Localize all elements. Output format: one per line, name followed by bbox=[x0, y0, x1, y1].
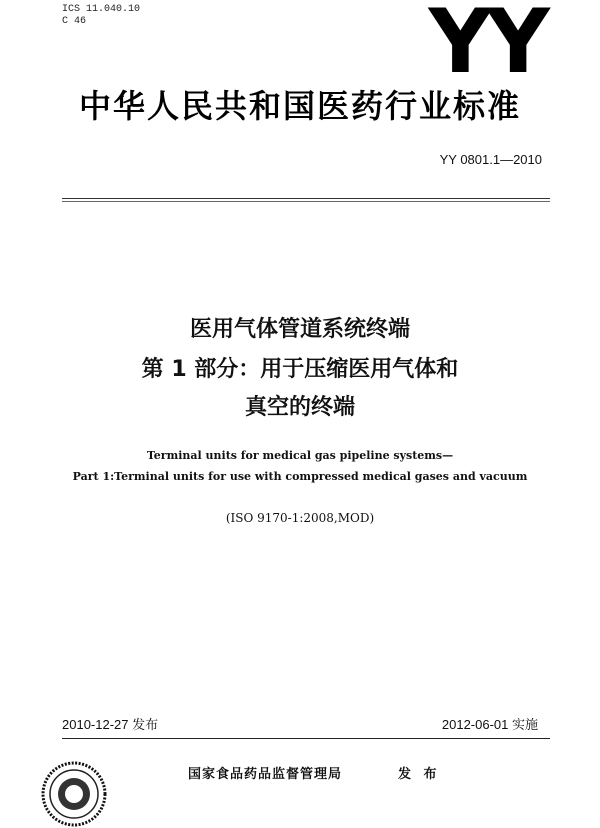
ics-code: ICS 11.040.10 bbox=[62, 4, 141, 15]
english-title-line-2: Part 1:Terminal units for use with compressed medical gases and vacuum bbox=[72, 470, 528, 483]
publisher-name: 国家食品药品监督管理局 bbox=[188, 767, 343, 782]
chinese-title-line-2: 第 1 部分：用于压缩医用气体和 bbox=[141, 357, 459, 382]
chinese-title-line-3: 真空的终端 bbox=[244, 395, 355, 420]
standard-number: YY 0801.1—2010 bbox=[439, 152, 542, 167]
agency-seal-icon bbox=[40, 760, 108, 828]
issue-date: 2010-12-27 发布 bbox=[62, 717, 159, 732]
yy-logo: YY bbox=[428, 0, 544, 93]
chinese-title-line-1: 医用气体管道系统终端 bbox=[189, 317, 410, 342]
ccs-code: C 46 bbox=[62, 16, 87, 27]
publish-label: 发 布 bbox=[398, 767, 441, 782]
standard-category-title: 中华人民共和国医药行业标准 bbox=[78, 87, 521, 125]
footer-divider bbox=[62, 738, 550, 739]
english-title-line-1: Terminal units for medical gas pipeline systems— bbox=[146, 449, 454, 462]
iso-reference: (ISO 9170-1:2008,MOD) bbox=[225, 511, 375, 525]
header-divider-thick bbox=[62, 198, 550, 199]
header-divider-thin bbox=[62, 201, 550, 202]
implementation-date: 2012-06-01 实施 bbox=[441, 717, 538, 732]
